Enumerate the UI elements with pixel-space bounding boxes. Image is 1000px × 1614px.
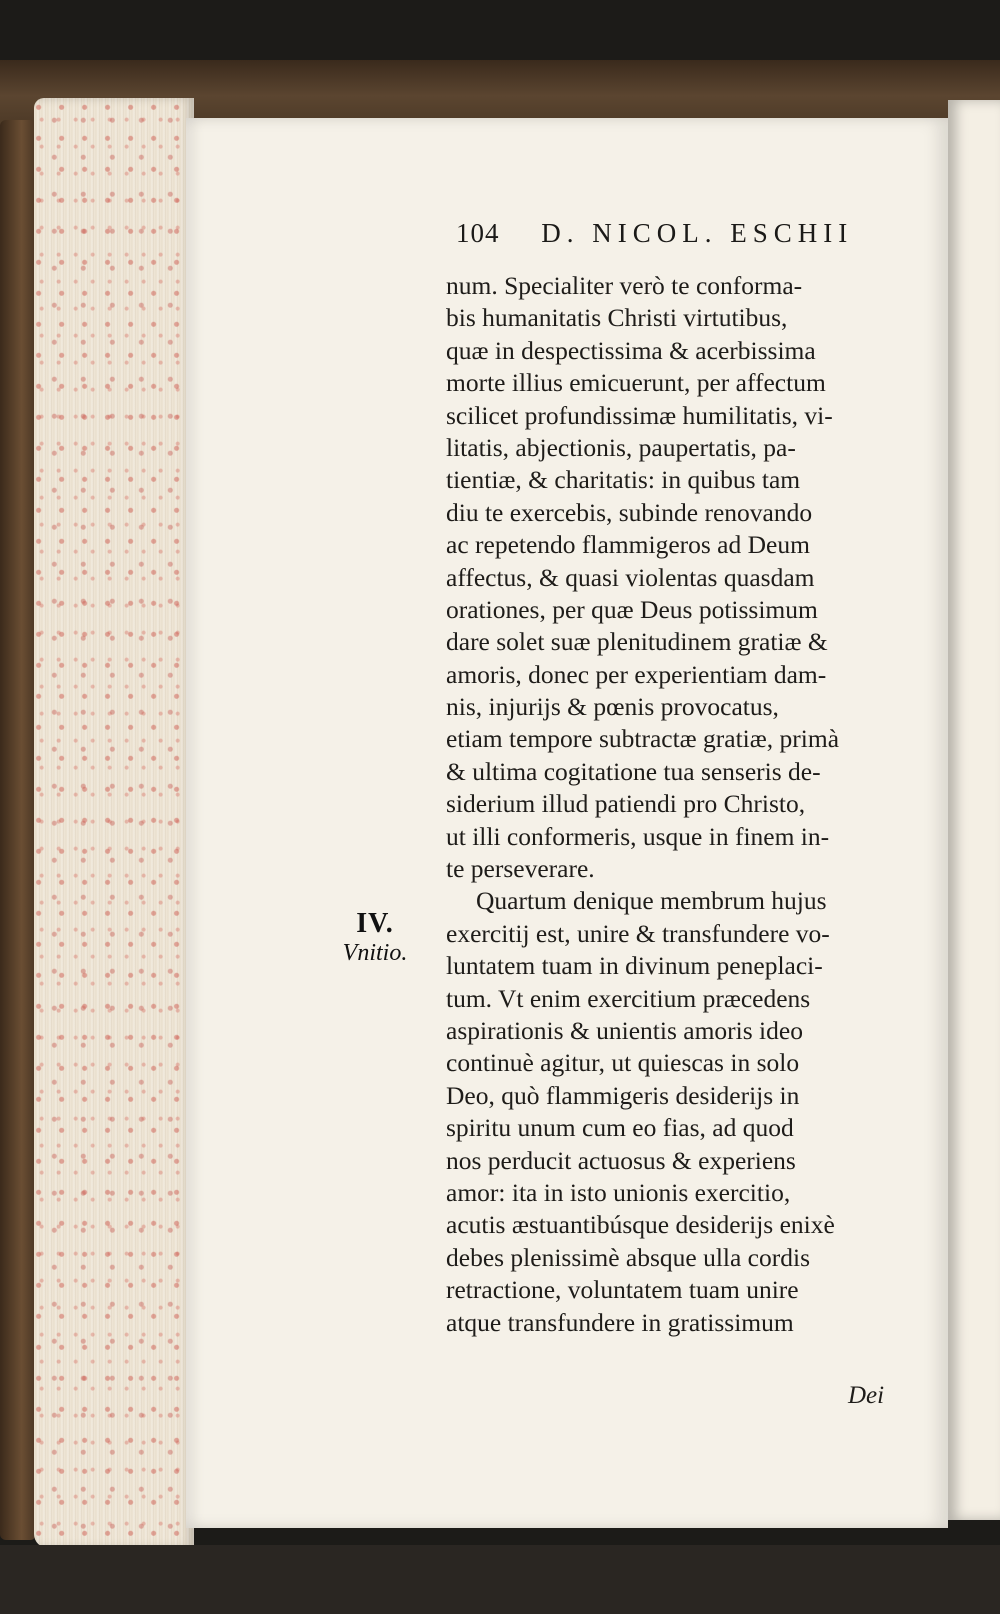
background-bottom [0,1545,1000,1614]
facing-page-edge [948,100,1000,1520]
text-line: scilicet profundissimæ humilitatis, vi- [446,400,833,430]
text-line: amoris, donec per experientiam dam- [446,659,827,689]
body-text [446,270,936,1339]
running-header [456,218,936,258]
text-line: Deo, quò flammigeris desiderijs in [446,1080,800,1110]
text-line: quæ in despectissima & acerbissima [446,335,816,365]
text-line: & ultima cogitatione tua senseris de- [446,756,821,786]
marginal-word: Vnitio. [342,940,408,966]
text-line: atque transfundere in gratissimum [446,1307,794,1337]
text-line: diu te exercebis, subinde renovando [446,497,813,527]
catchword: Dei [848,1382,885,1409]
text-line: aspirationis & unientis amoris ideo [446,1015,803,1045]
text-line: acutis æstuantibúsque desiderijs enixè [446,1210,835,1240]
text-line: siderium illud patiendi pro Christo, [446,789,806,819]
text-line: spiritu unum cum eo fias, ad quod [446,1113,794,1143]
text-line: orationes, per quæ Deus potissimum [446,594,818,624]
text-line: te perseverare. [446,854,595,884]
text-line: Quartum denique membrum hujus [476,886,827,916]
text-line: bis humanitatis Christi virtutibus, [446,303,788,333]
text-line: nis, injurijs & pœnis provocatus, [446,692,779,722]
text-line: ut illi conformeris, usque in finem in- [446,821,830,851]
text-line: continuè agitur, ut quiescas in solo [446,1048,800,1078]
text-line: amor: ita in isto unionis exercitio, [446,1177,791,1207]
text-line: exercitij est, unire & transfundere vo- [446,918,830,948]
text-line: num. Specialiter verò te conforma- [446,271,803,300]
text-line: morte illius emicuerunt, per affectum [446,368,826,398]
text-line: dare solet suæ plenitudinem gratiæ & [446,627,828,657]
red-speckled-edge [34,98,194,1548]
text-line: tientiæ, & charitatis: in quibus tam [446,465,801,495]
text-line: litatis, abjectionis, paupertatis, pa- [446,432,796,462]
text-line: tum. Vt enim exercitium præcedens [446,983,811,1013]
text-line: luntatem tuam in divinum peneplaci- [446,951,823,981]
book-spine-edge [0,120,36,1540]
marginal-note [320,908,430,967]
running-head-title: D. NICOL. ESCHII [541,218,854,248]
marginal-numeral: IV. [356,908,394,939]
text-line: ac repetendo flammigeros ad Deum [446,530,810,560]
text-line: retractione, voluntatem tuam unire [446,1275,799,1305]
page-number: 104 [456,218,500,248]
text-line: debes plenissimè absque ulla cordis [446,1242,810,1272]
text-line: affectus, & quasi violentas quasdam [446,562,815,592]
text-line: etiam tempore subtractæ gratiæ, primà [446,724,840,754]
text-line: nos perducit actuosus & experiens [446,1145,796,1175]
